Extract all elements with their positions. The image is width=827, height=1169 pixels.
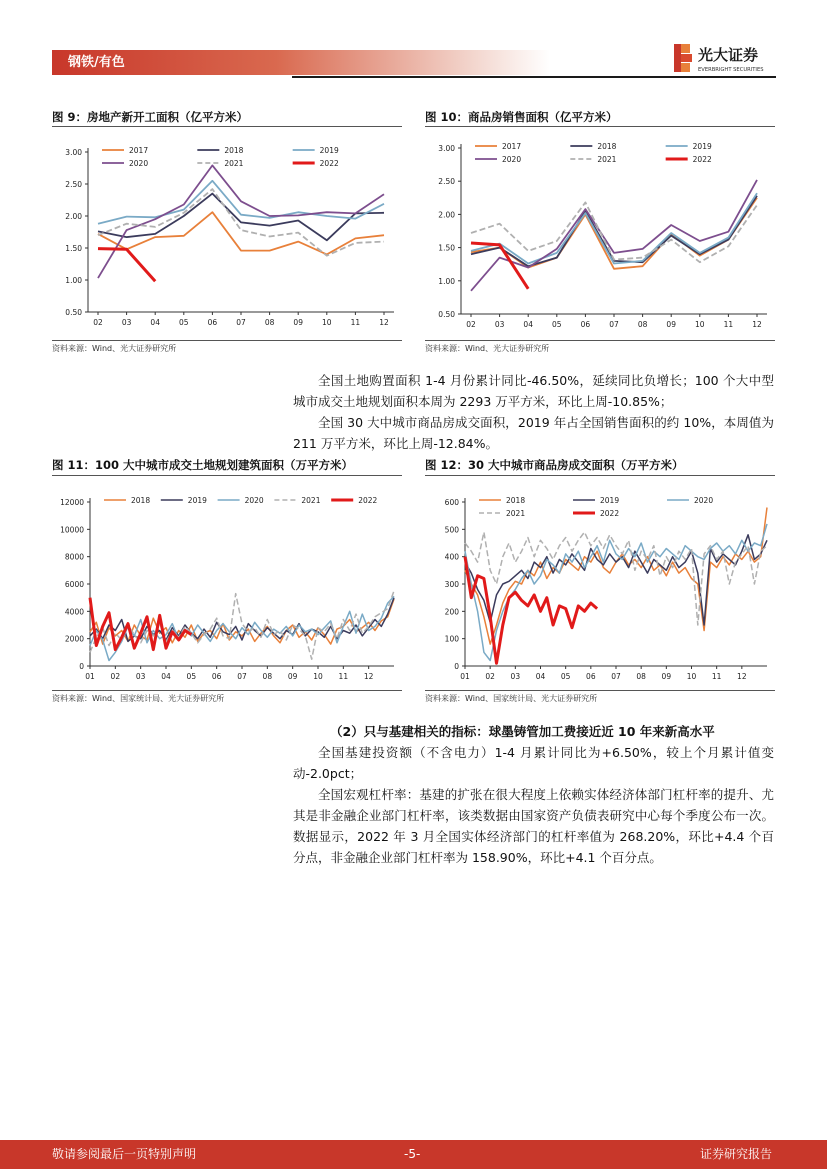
x-tick-label: 08 — [264, 318, 275, 327]
x-tick-label: 11 — [338, 672, 349, 681]
fig12-title: 图 12：30 大中城市商品房成交面积（万平方米） — [425, 458, 684, 472]
x-tick-label: 07 — [611, 672, 621, 681]
footer-disclaimer: 敬请参阅最后一页特别声明 — [52, 1147, 197, 1161]
paragraph-infra-investment: 全国基建投资额（不含电力）1-4 月累计同比为+6.50%，较上个月累计值变动-2.0pct； — [293, 745, 774, 781]
legend-label-2020: 2020 — [244, 496, 264, 505]
x-tick-label: 04 — [523, 320, 533, 329]
x-tick-label: 10 — [686, 672, 697, 681]
paragraph-land-purchase: 全国土地购置面积 1-4 月份累计同比-46.50%，延续同比负增长；100 个大中型城市成交土地规划面积本周为 2293 万平方米，环比上周-10.85%； — [293, 373, 774, 409]
fig12-rule — [425, 475, 775, 476]
fig9-chart — [52, 130, 402, 340]
x-tick-label: 01 — [85, 672, 95, 681]
series-line-2020 — [471, 180, 757, 291]
x-tick-label: 06 — [580, 320, 591, 329]
x-tick-label: 07 — [237, 672, 247, 681]
x-tick-label: 12 — [752, 320, 762, 329]
section-subheading: （2）只与基建相关的指标：球墨铸管加工费接近近 10 年来新高水平 — [330, 724, 715, 739]
x-tick-label: 11 — [350, 318, 361, 327]
x-tick-label: 08 — [637, 320, 648, 329]
x-tick-label: 02 — [93, 318, 103, 327]
x-tick-label: 05 — [186, 672, 197, 681]
legend-label-2022: 2022 — [358, 496, 378, 505]
x-tick-label: 11 — [723, 320, 734, 329]
legend-label-2020: 2020 — [502, 155, 522, 164]
series-line-2020 — [465, 524, 767, 661]
x-tick-label: 05 — [560, 672, 571, 681]
y-tick-label: 500 — [444, 525, 459, 535]
x-tick-label: 10 — [695, 320, 705, 329]
fig12-rule-bottom — [425, 690, 775, 691]
logo-en: EVERBRIGHT SECURITIES — [698, 67, 764, 73]
legend-label-2020: 2020 — [694, 496, 714, 505]
y-tick-label: 200 — [444, 607, 459, 617]
fig11-source: 资料来源：Wind、国家统计局、光大证券研究所 — [52, 694, 225, 703]
y-tick-label: 0.50 — [65, 308, 82, 317]
company-logo — [672, 42, 778, 74]
fig10-rule — [425, 126, 775, 127]
y-tick-label: 0 — [79, 662, 84, 671]
y-tick-label: 3.00 — [65, 148, 82, 157]
fig10-title: 图 10：商品房销售面积（亿平方米） — [425, 110, 618, 124]
fig11-rule — [52, 475, 402, 476]
legend-label-2021: 2021 — [506, 509, 526, 518]
footer-report-type: 证券研究报告 — [700, 1147, 773, 1161]
y-tick-label: 0.50 — [438, 310, 455, 319]
x-tick-label: 05 — [552, 320, 562, 329]
text-block-2 — [293, 742, 774, 868]
y-tick-label: 2.00 — [65, 212, 82, 221]
legend-label-2018: 2018 — [224, 146, 244, 155]
x-tick-label: 01 — [460, 672, 470, 681]
y-tick-label: 1.50 — [65, 244, 82, 253]
x-tick-label: 04 — [150, 318, 160, 327]
legend-label-2019: 2019 — [319, 146, 339, 155]
x-tick-label: 12 — [363, 672, 374, 681]
x-tick-label: 02 — [485, 672, 495, 681]
legend-label-2019: 2019 — [600, 496, 620, 505]
y-tick-label: 3.00 — [438, 144, 455, 153]
x-tick-label: 10 — [322, 318, 332, 327]
legend-label-2018: 2018 — [131, 496, 151, 505]
x-tick-label: 09 — [293, 318, 303, 327]
x-tick-label: 04 — [535, 672, 546, 681]
fig12-chart — [425, 480, 775, 690]
fig9-title: 图 9：房地产新开工面积（亿平方米） — [52, 110, 249, 124]
y-tick-label: 0 — [454, 662, 459, 671]
x-tick-label: 06 — [586, 672, 596, 681]
x-tick-label: 11 — [711, 672, 722, 681]
x-tick-label: 10 — [313, 672, 323, 681]
x-tick-label: 03 — [121, 318, 132, 327]
y-tick-label: 4000 — [64, 607, 84, 617]
sector-label: 钢铁/有色 — [68, 55, 125, 70]
page-number: -5- — [404, 1147, 421, 1161]
legend-label-2022: 2022 — [600, 509, 620, 518]
y-tick-label: 1.00 — [65, 276, 82, 285]
series-line-2021 — [465, 532, 767, 625]
y-tick-label: 2000 — [64, 634, 84, 644]
fig11-title: 图 11：100 大中城市成交土地规划建筑面积（万平方米） — [52, 458, 354, 472]
legend-label-2018: 2018 — [506, 496, 526, 505]
fig10-source: 资料来源：Wind、光大证券研究所 — [425, 344, 550, 353]
x-tick-label: 04 — [161, 672, 171, 681]
legend-label-2021: 2021 — [224, 159, 244, 168]
y-tick-label: 12000 — [60, 498, 84, 507]
legend-label-2018: 2018 — [597, 142, 617, 151]
y-tick-label: 600 — [444, 498, 459, 507]
x-tick-label: 09 — [661, 672, 672, 681]
x-tick-label: 03 — [494, 320, 505, 329]
x-tick-label: 03 — [510, 672, 521, 681]
x-tick-label: 03 — [135, 672, 146, 681]
y-tick-label: 400 — [444, 552, 459, 562]
x-tick-label: 02 — [110, 672, 121, 681]
x-tick-label: 07 — [236, 318, 246, 327]
x-tick-label: 09 — [666, 320, 676, 329]
y-tick-label: 2.50 — [438, 177, 455, 187]
fig11-chart — [52, 480, 402, 690]
y-tick-label: 2.00 — [438, 210, 455, 220]
x-tick-label: 12 — [737, 672, 747, 681]
fig10-chart — [425, 130, 775, 340]
paragraph-macro-leverage: 全国宏观杠杆率：基建的扩张在很大程度上依赖实体经济体部门杠杆率的提升、尤其是非金融企业部门杠杆率，该类数据由国家资产负债表研究中心每个季度公布一次。数据显示，2022 年 3 月全国实体经济部门的杠杆率值为 268.20%，环比+4.4 个百分点，非金融企业部门杠杆率为 158.90%，环比+4.1 个百分点。 — [293, 787, 774, 865]
header-rule — [292, 76, 776, 78]
logo-mark-icon — [674, 44, 692, 72]
y-tick-label: 6000 — [64, 580, 84, 589]
legend-label-2021: 2021 — [301, 496, 321, 505]
y-tick-label: 1.50 — [438, 243, 455, 253]
x-tick-label: 07 — [609, 320, 619, 329]
x-tick-label: 05 — [179, 318, 189, 327]
logo-cn: 光大证券 — [698, 46, 759, 64]
legend-label-2017: 2017 — [502, 142, 522, 151]
legend-label-2019: 2019 — [692, 142, 712, 151]
fig11-rule-bottom — [52, 690, 402, 691]
text-block-1 — [293, 370, 774, 454]
legend-label-2021: 2021 — [597, 155, 617, 164]
x-tick-label: 02 — [466, 320, 476, 329]
y-tick-label: 10000 — [60, 525, 84, 535]
legend-label-2019: 2019 — [187, 496, 207, 505]
legend-label-2017: 2017 — [129, 146, 149, 155]
y-tick-label: 2.50 — [65, 180, 82, 189]
y-tick-label: 100 — [444, 634, 459, 644]
x-tick-label: 09 — [287, 672, 298, 681]
y-tick-label: 8000 — [64, 552, 84, 562]
fig9-rule-bottom — [52, 340, 402, 341]
y-tick-label: 1.00 — [438, 276, 455, 286]
series-line-2018 — [465, 508, 767, 645]
fig9-rule — [52, 126, 402, 127]
paragraph-30-cities: 全国 30 大中城市商品房成交面积，2019 年占全国销售面积的约 10%，本周值为 211 万平方米，环比上周-12.84%。 — [293, 415, 774, 451]
x-tick-label: 08 — [636, 672, 646, 681]
footer-bar — [0, 1140, 827, 1169]
x-tick-label: 12 — [379, 318, 389, 327]
header-band — [52, 50, 550, 75]
x-tick-label: 06 — [211, 672, 222, 681]
legend-label-2020: 2020 — [129, 159, 149, 168]
series-line-2018 — [471, 196, 757, 266]
legend-label-2022: 2022 — [319, 159, 339, 168]
fig10-rule-bottom — [425, 340, 775, 341]
fig9-source: 资料来源：Wind、光大证券研究所 — [52, 344, 177, 353]
y-tick-label: 300 — [444, 580, 459, 589]
x-tick-label: 06 — [207, 318, 218, 327]
x-tick-label: 08 — [262, 672, 273, 681]
fig12-source: 资料来源：Wind、国家统计局、光大证券研究所 — [425, 694, 598, 703]
legend-label-2022: 2022 — [692, 155, 712, 164]
series-line-2017 — [98, 212, 384, 254]
